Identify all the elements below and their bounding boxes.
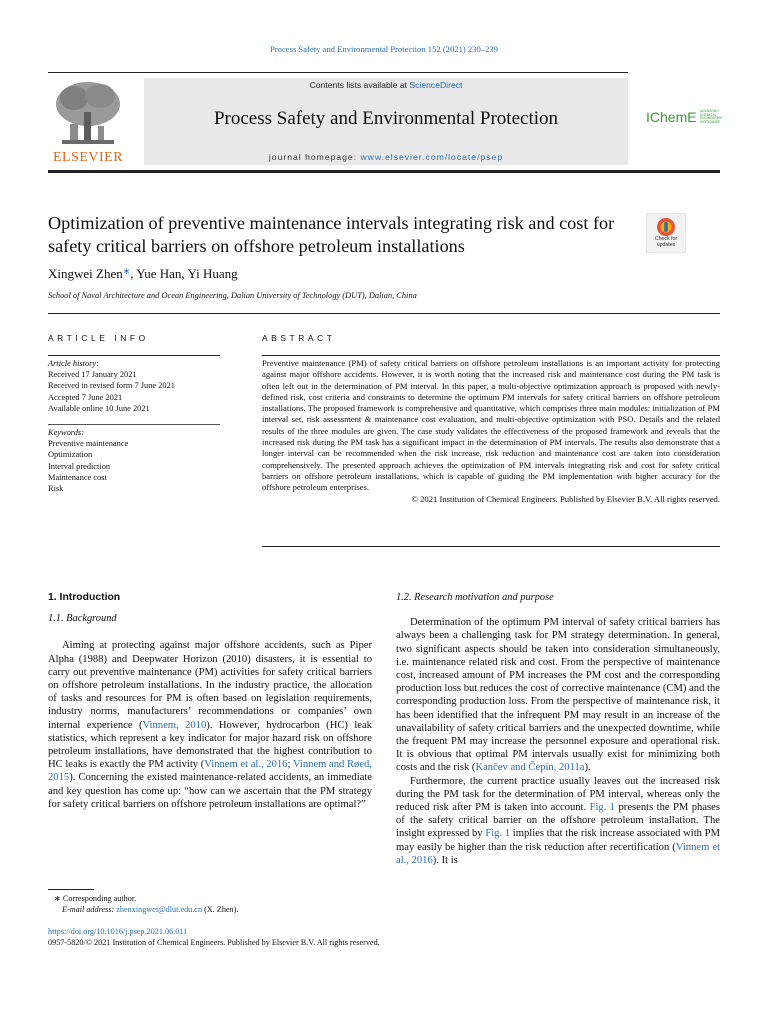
journal-title: Process Safety and Environmental Protection [213,108,559,129]
paragraph-text: Furthermore, the current practice usually leaves out the increased risk during the PM task for the determination of PM interval, whereas only the reduced risk after PM is taken into account. [396,775,720,814]
section-1-1-heading: 1.1. Background [48,613,117,625]
author-list [48,266,238,282]
author-zhen: Xingwei Zhen [48,266,123,281]
abstract-top-rule [262,355,720,356]
header-rule [48,72,628,73]
abstract-copyright: © 2021 Institution of Chemical Engineers. Published by Elsevier B.V. All rights reserved. [411,493,720,504]
motivation-paragraph-1 [396,616,720,774]
affiliation: School of Naval Architecture and Ocean Engineering, Dalian University of Technology (DUT), Dalian, China [48,291,417,300]
contents-line [144,80,628,90]
background-paragraph [48,639,372,811]
paragraph-text: ; [287,759,293,771]
footnote-text: Corresponding author. [60,894,137,903]
corresponding-author-mark[interactable]: ∗ [122,266,131,276]
history-label: Article history: [48,359,99,368]
keyword-item: Risk [48,484,64,494]
abstract-bottom-rule [262,546,720,547]
other-authors: , Yue Han, Yi Huang [130,266,238,281]
paragraph-text: ). However, hydrocarbon (HC) leak statistics, which represent a key indicator for major hazard risk on offshore petroleum installations, have demonstrated that the highest contribution to HC leaks is exactly the PM activity ( [48,719,372,771]
history-item: Available online 10 June 2021 [48,403,150,413]
paragraph-text: ). [584,762,591,774]
right-column [396,591,720,867]
header-thick-rule [48,170,720,173]
check-for-updates-badge[interactable] [646,213,686,253]
paragraph-text: ). Concerning the existed maintenance-related accidents, an immediate and key question has come up: “how can we ascertain that the PM strategy for safety critical barriers on offshore petroleum installations are optimal?” [48,772,372,810]
keywords-label: Keywords: [48,428,84,437]
article-info-heading: ARTICLE INFO [48,333,149,343]
email-link[interactable]: zhenxingwei@dlut.edu.cn [116,905,203,914]
journal-reference[interactable]: Process Safety and Environmental Protection 152 (2021) 230–239 [270,44,498,54]
ref-vinnem-2010[interactable]: Vinnem, 2010 [142,719,207,731]
ref-vinnem-roed-2015[interactable]: Vinnem and Røed, 2015 [48,759,372,784]
paragraph-text: ). It is [432,854,458,866]
abstract-body [262,358,720,505]
email-note [62,904,238,915]
ref-vinnem-2016[interactable]: Vinnem et al., 2016 [204,759,288,771]
icheme-tagline: ADVANCING CHEMICAL ENGINEERING WORLDWIDE [700,109,723,124]
doi-block [48,926,380,948]
abstract-heading: ABSTRACT [262,333,336,343]
article-history [48,358,228,414]
icheme-logo: IChemE [646,109,697,125]
footnote-mark: ∗ [54,894,61,903]
keywords-block [48,427,228,494]
journal-homepage [144,152,628,162]
keywords-rule [48,424,220,425]
section-rule [48,313,720,314]
keyword-item: Maintenance cost [48,472,107,482]
homepage-prefix: journal homepage: [268,152,361,162]
ref-fig-1[interactable]: Fig. 1 [485,828,511,840]
section-1-2-heading: 1.2. Research motivation and purpose [396,592,554,603]
left-column [48,591,372,811]
keyword-item: Optimization [48,450,93,460]
history-item: Accepted 7 June 2021 [48,392,123,402]
keyword-item: Preventive maintenance [48,439,129,449]
abstract-text: Preventive maintenance (PM) of safety critical barriers on offshore petroleum installations is an important activity for protecting against major offshore accidents. However, it is worth noting that the increased risk and maintenance cost during the PM task is often left out in the determination of PM interval. In this paper, a multi-objective optimization approach is proposed with newly-defined risk, cost criteria and constraints to determine the optimum PM intervals for safety critical barriers on offshore petroleum installations. The proposed framework is comprehensive and quantitative, which comprises three main modules: initialization of PM interval set, risk assessment & maintenance cost evaluation, and multi-objective optimization with PSO. Details and the related results of the three modules are given. The case study validates the effectiveness of the proposed framework and reveals that the increased risk during the PM task has a significant impact in the determination of PM intervals. The results also demonstrate that a longer interval can be recommended when the risk increase, risk reduction and maintenance cost are taken into consideration comprehensively. The presented approach achieves the optimization of PM intervals integrating risk and cost for safety critical barriers on offshore petroleum installations, which is capable of guiding the PM implementation with higher accuracy for the offshore petroleum enterprises. [262,358,720,493]
ref-fig-1[interactable]: Fig. 1 [589,802,616,814]
paragraph-text: Aiming at protecting against major offshore accidents, such as Piper Alpha (1988) and Deepwater Horizon (2010) disasters, it is essential to carry out preventive maintenance (PM) activities for safety critical barriers on offshore petroleum installations. In the industry practice, the allocation of tasks and resources for PM is often based on legislation requirements, industry norms, manufacturers’ recommendations or companies’ own internal experience ( [48,640,372,731]
email-suffix: (X. Zhen). [202,905,239,914]
sciencedirect-link[interactable]: ScienceDirect [409,80,463,90]
check-updates-label: Check for updates [654,236,678,248]
section-1-heading: 1. Introduction [48,592,121,603]
corresponding-author-note [54,893,136,904]
footnote-rule [48,889,94,890]
homepage-link[interactable]: www.elsevier.com/locate/psep [360,152,504,162]
history-item: Received 17 January 2021 [48,370,137,380]
issn-copyright: 0957-5820/© 2021 Institution of Chemical Engineers. Published by Elsevier B.V. All rights reserved. [48,938,380,947]
contents-prefix: Contents lists available at [309,80,410,90]
paragraph-text: implies that the risk increase associated with PM may easily be higher than the risk reduction after recertification ( [396,828,720,853]
ref-vinnem-2016[interactable]: Vinnem et al., 2016 [396,841,720,866]
paragraph-text: presents the PM phases of the safety critical barrier on the offshore petroleum installation. The insight expressed by [396,802,720,840]
email-label: E-mail address: [62,905,117,914]
article-title: Optimization of preventive maintenance intervals integrating risk and cost for safety critical barriers on offshore petroleum installations [48,213,615,256]
article-info-rule [48,355,220,356]
ref-kancev-cepin[interactable]: Kančev and Čepin, 2011a [475,762,585,774]
elsevier-wordmark: ELSEVIER [52,150,124,165]
paragraph-text: Determination of the optimum PM interval of safety critical barriers has always been a challenging task for PM strategy determination. In general, two significant aspects should be taken into consideration simultaneously, i.e. maintenance related risk and cost. From the perspective of maintenance cost, increased amount of PM increases the PM cost and the corresponding production loss but reduces the cost of corrective maintenance (CM) and the corresponding production loss. From the perspective of maintenance risk, it has been identified that the infrequent PM may result in an increase of the unavailability of safety critical barriers and the unexpected downtime, while the frequent PM may increase the personnel exposure and operational risk. It is obvious that optimal PM intervals usually exist for minimizing both costs and the risk ( [396,617,720,774]
history-item: Received in revised form 7 June 2021 [48,381,175,391]
doi-link[interactable]: https://doi.org/10.1016/j.psep.2021.06.011 [48,927,188,936]
motivation-paragraph-2 [396,775,720,867]
keyword-item: Interval prediction [48,461,111,471]
